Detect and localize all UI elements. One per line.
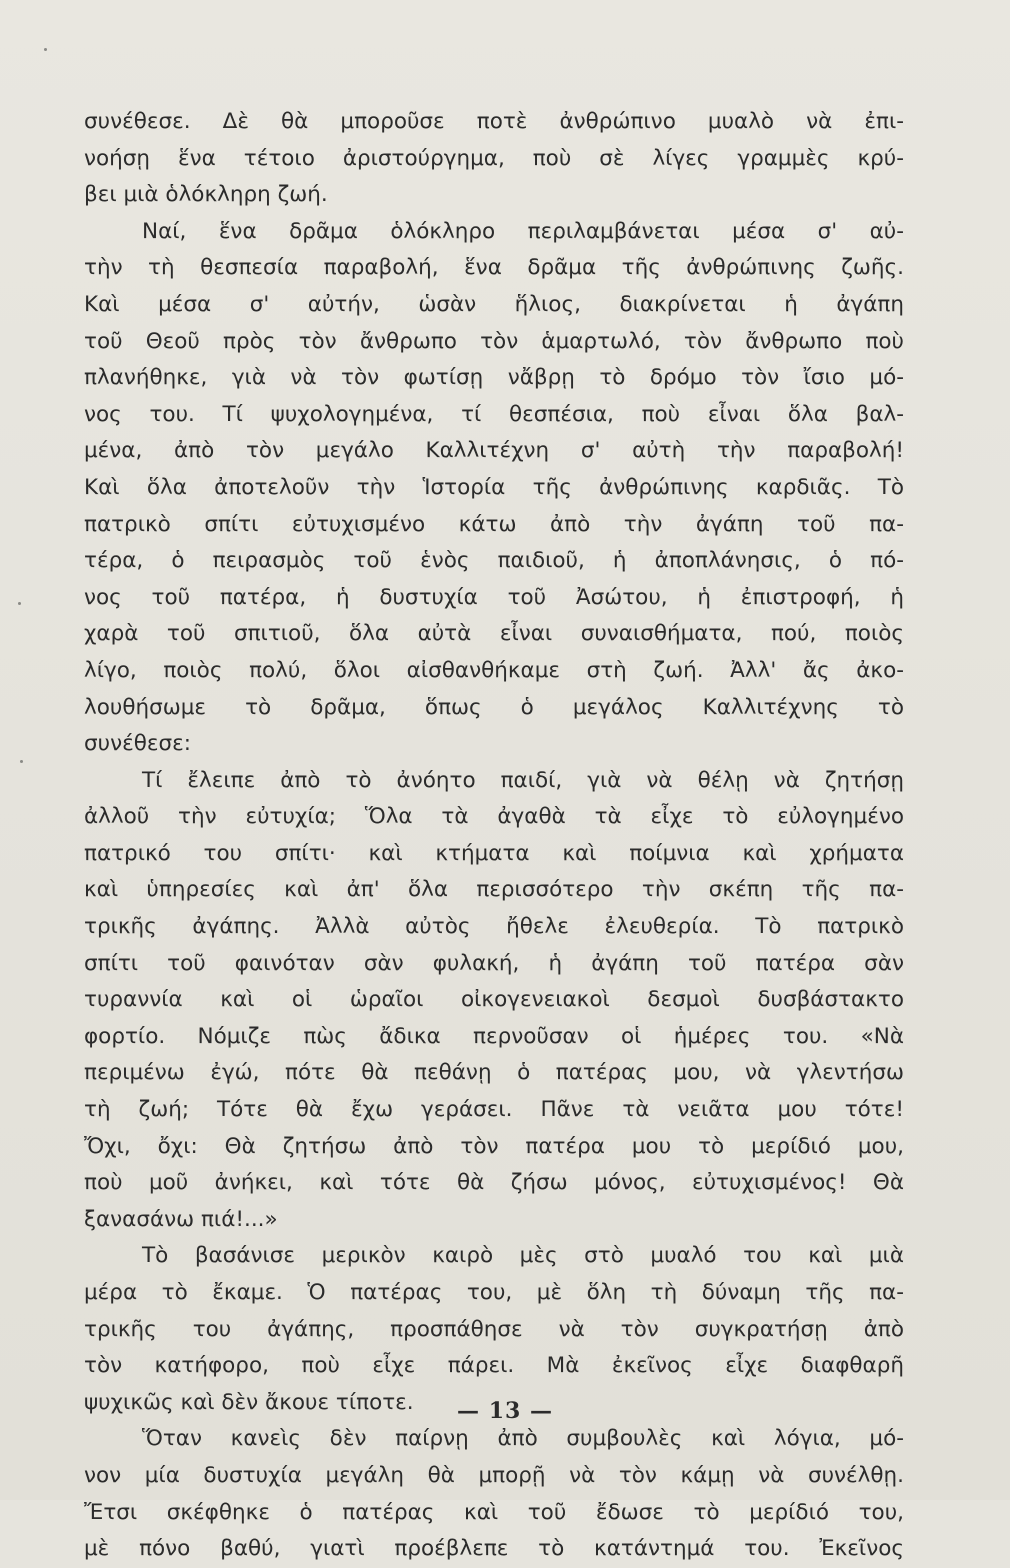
text-line: ξανασάνω πιά!...»	[84, 1206, 278, 1232]
text-line: τρικῆς του ἀγάπης, προσπάθησε νὰ τὸν συγκρατήσῃ ἀπὸ	[84, 1316, 904, 1342]
text-line: πατρικό του σπίτι· καὶ κτήματα καὶ ποίμνια καὶ χρήματα	[84, 840, 904, 866]
text-line: φορτίο. Νόμιζε πὼς ἄδικα περνοῦσαν οἱ ἡμέρες του. «Νὰ	[84, 1023, 904, 1049]
text-line: συνέθεσε. Δὲ θὰ μποροῦσε ποτὲ ἀνθρώπινο μυαλὸ νὰ ἐπι-	[84, 109, 904, 134]
body-text	[84, 104, 904, 1568]
print-speck	[44, 48, 47, 51]
page-number: — 13 —	[457, 1398, 553, 1424]
text-line: Καὶ μέσα σ' αὐτήν, ὡσὰν ἥλιος, διακρίνεται ἡ ἀγάπη	[84, 291, 904, 317]
text-line: σπίτι τοῦ φαινόταν σὰν φυλακή, ἡ ἀγάπη τοῦ πατέρα σὰν	[84, 950, 904, 976]
text-line: Ὄχι, ὄχι: Θὰ ζητήσω ἀπὸ τὸν πατέρα μου τὸ μερίδιό μου,	[84, 1133, 904, 1159]
text-line: περιμένω ἐγώ, πότε θὰ πεθάνῃ ὁ πατέρας μου, νὰ γλεντήσω	[84, 1060, 904, 1086]
text-line: Ὅταν κανεὶς δὲν παίρνῃ ἀπὸ συμβουλὲς καὶ λόγια, μό-	[142, 1426, 904, 1452]
text-line: μένα, ἀπὸ τὸν μεγάλο Καλλιτέχνη σ' αὐτὴ τὴν παραβολή!	[84, 438, 904, 464]
text-line: βει μιὰ ὁλόκληρη ζωή.	[84, 182, 328, 208]
text-line: χαρὰ τοῦ σπιτιοῦ, ὅλα αὐτὰ εἶναι συναισθήματα, πού, ποιὸς	[84, 621, 904, 647]
text-line: Τί ἔλειπε ἀπὸ τὸ ἀνόητο παιδί, γιὰ νὰ θέλῃ νὰ ζητήσῃ	[142, 767, 904, 793]
text-line: ψυχικῶς καὶ δὲν ἄκουε τίποτε.	[84, 1389, 414, 1415]
text-line: νος τοῦ πατέρα, ἡ δυστυχία τοῦ Ἀσώτου, ἡ ἐπιστροφή, ἡ	[84, 584, 904, 610]
text-line: ἀλλοῦ τὴν εὐτυχία; Ὅλα τὰ ἀγαθὰ τὰ εἶχε τὸ εὐλογημένο	[84, 804, 904, 830]
text-line: τοῦ Θεοῦ πρὸς τὸν ἄνθρωπο τὸν ἁμαρτωλό, τὸν ἄνθρωπο ποὺ	[84, 328, 904, 354]
text-line: τὴ ζωή; Τότε θὰ ἔχω γεράσει. Πᾶνε τὰ νειᾶτα μου τότε!	[84, 1097, 904, 1123]
text-line: νον μία δυστυχία μεγάλη θὰ μπορῇ νὰ τὸν κάμῃ νὰ συνέλθῃ.	[84, 1462, 904, 1488]
text-line: τὸν κατήφορο, ποὺ εἶχε πάρει. Μὰ ἐκεῖνος εἶχε διαφθαρῆ	[84, 1353, 904, 1379]
text-line: Τὸ βασάνισε μερικὸν καιρὸ μὲς στὸ μυαλό του καὶ μιὰ	[142, 1243, 904, 1269]
text-line: καὶ ὑπηρεσίες καὶ ἀπ' ὅλα περισσότερο τὴν σκέπη τῆς πα-	[84, 877, 904, 903]
text-line: πατρικὸ σπίτι εὐτυχισμένο κάτω ἀπὸ τὴν ἀγάπη τοῦ πα-	[84, 511, 904, 537]
text-line: νος του. Τί ψυχολογημένα, τί θεσπέσια, ποὺ εἶναι ὅλα βαλ-	[84, 401, 904, 427]
text-line: τυραννία καὶ οἱ ὡραῖοι οἰκογενειακοὶ δεσμοὶ δυσβάστακτο	[84, 987, 904, 1013]
text-line: Ναί, ἕνα δρᾶμα ὁλόκληρο περιλαμβάνεται μέσα σ' αὐ-	[142, 218, 904, 244]
text-line: νοήσῃ ἕνα τέτοιο ἀριστούργημα, ποὺ σὲ λίγες γραμμὲς κρύ-	[84, 145, 904, 171]
print-speck	[18, 602, 21, 605]
text-line: συνέθεσε:	[84, 731, 191, 757]
text-line: Ἔτσι σκέφθηκε ὁ πατέρας καὶ τοῦ ἔδωσε τὸ μερίδιό του,	[84, 1499, 904, 1525]
text-line: Καὶ ὅλα ἀποτελοῦν τὴν Ἱστορία τῆς ἀνθρώπινης καρδιᾶς. Τὸ	[84, 474, 904, 500]
text-line: μὲ πόνο βαθύ, γιατὶ προέβλεπε τὸ κατάντημά του. Ἐκεῖνος	[84, 1536, 904, 1562]
text-line: πλανήθηκε, γιὰ νὰ τὸν φωτίσῃ νἄβρῃ τὸ δρόμο τὸν ἴσιο μό-	[84, 365, 904, 391]
text-line: ποὺ μοῦ ἀνήκει, καὶ τότε θὰ ζήσω μόνος, εὐτυχισμένος! Θὰ	[84, 1170, 904, 1196]
text-line: τρικῆς ἀγάπης. Ἀλλὰ αὐτὸς ἤθελε ἐλευθερία. Τὸ πατρικὸ	[84, 914, 904, 940]
text-line: λουθήσωμε τὸ δρᾶμα, ὅπως ὁ μεγάλος Καλλιτέχνης τὸ	[84, 694, 904, 720]
text-line: μέρα τὸ ἔκαμε. Ὁ πατέρας του, μὲ ὅλη τὴ δύναμη τῆς πα-	[84, 1280, 904, 1305]
text-line: τέρα, ὁ πειρασμὸς τοῦ ἑνὸς παιδιοῦ, ἡ ἀποπλάνησις, ὁ πό-	[84, 548, 904, 574]
text-line: τὴν τὴ θεσπεσία παραβολή, ἕνα δρᾶμα τῆς ἀνθρώπινης ζωῆς.	[84, 255, 904, 281]
print-speck	[20, 760, 23, 763]
text-line: λίγο, ποιὸς πολύ, ὅλοι αἰσθανθήκαμε στὴ ζωή. Ἀλλ' ἄς ἀκο-	[84, 657, 904, 683]
